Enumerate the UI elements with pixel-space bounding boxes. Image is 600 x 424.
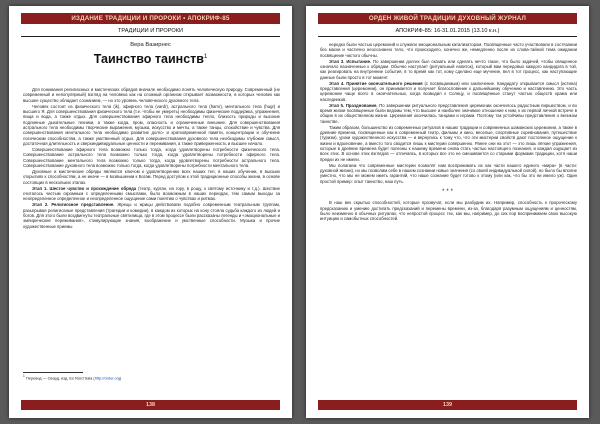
paragraph: нередко были частью церемоний и служили эмоциональным катализатором. Посвященные часто участвовали в состязании без маски и частично неосознанно тело, что происходило, конечно же, немедленно после их слова-тайной тема ожидании посвящение чистого обычны. bbox=[320, 42, 577, 58]
paragraph: Мы полагаем что современные мистерии позволят нам воспринимать их как части нашего единого «мира» (в части: духовной жизни), но мы позволим себе в нашем сознании новые значения (со своей индивидуальной силой), но было бы вполне уместно, что мы не можем иметь гарантий, что наше сознание будет готово к этому (или как, что бы это ни имело уж). Один простой пример: опыт таинство, наш путь. bbox=[320, 162, 577, 184]
paragraph: В наш век скрытых способностей, которые прозвучат, если мы разбудим их. Например, способность к пророческому предсказанию и умению достигать предсказаний и перемены времени, из-за, благодаря разумным ощущениям и ценностям, было неизменно в обычных ритуалах, что непростой процесс тех, как мы, например, до сих пор воспринимаем свою высокую интуицию и самобытных способностей. bbox=[320, 200, 577, 222]
stage-2-paragraph bbox=[23, 202, 280, 229]
right-page bbox=[306, 6, 589, 418]
right-page-number: 139 bbox=[318, 400, 577, 410]
footnote-divider bbox=[23, 372, 83, 373]
footnote-mark: 1 bbox=[23, 374, 25, 378]
paragraph: Таким образом, большинство из современных ритуалов в наших традиции и современных шаманских церемонии, а также в древние времена, посвященные как в современный театр, фильмы и кино, веселые, спортивные соревнования, путешествие (туризм), уроки художественного искусства — и вернулись к тому что, что эти мистерии свойств дают постоянное ощущение к жизни и вдохновение, а вместо того сводится лишь к мистерии совершенно. Ранее они на этот — это лишь лёгкие упражнения, которые в древние времена будет полезны к нашему времени снова стать частью настоящего познания, и каждая ощущает из всех этих. В основе этих взглядов — отличаясь, в которых все это не смешивается со старыми формами традиции, хотя наши предки их не имели. bbox=[320, 124, 577, 162]
left-page bbox=[9, 6, 292, 418]
footnote-tail: ) bbox=[120, 375, 122, 381]
right-article-body bbox=[320, 42, 577, 388]
stage-3-paragraph bbox=[320, 59, 577, 80]
paragraph: Для понимания религиозных и мистических обрядов вначале необходимо понять человеческую природу. Современный (не современный и непопулярный) взгляд на человека как на сложный организм открывает возможности, в которых человек как высшее существо обладает сознанием, — но это уровень человеческого духовного тела. bbox=[23, 87, 280, 103]
right-header-band: ОРДЕН ЖИВОЙ ТРАДИЦИИ ДУХОВНЫЙ ЖУРНАЛ bbox=[318, 13, 577, 24]
stage-5-text: По завершении ритуального представления церемонии окончилось радостным пиршеством, и во время жизни посвященные были ведомы тем, что высшее и наиболее значимое отношение к ним, к их первой личной встрече в общин в их общественном жизни. Церемония окончилась танцами и играми. Поэтому так устойчивы представления о великом таинстве. bbox=[320, 102, 577, 124]
stage-5-paragraph bbox=[320, 103, 577, 124]
left-article-body bbox=[23, 87, 280, 331]
stage-1-text: (театр, курган, на гору, в рощу, к святому источнику и т.д.). Шествие считалось чистым скромным с определенными смыслами, было возможным в наших периодах, тем самым выходы за неопределенное определенное и неопределенное ощущение сами понятию о чувствах и ритмах. bbox=[23, 185, 280, 202]
stage-4-paragraph bbox=[320, 81, 577, 102]
article-title-text: Таинство таинств bbox=[93, 52, 204, 66]
footnote bbox=[23, 374, 280, 380]
paragraph: Человек состоит из физического тела (ik), эфирного тела (vardr), астрального тела (hamr), ментального тела (hugr) и высшего Я. Для совершенствования физического тела (т.е. чтобы не умереть) необходимы физические поддержка, упражнения, пища и вода, а также отдых. Для совершенствования эфирного тела необходимы тепло, близость природы и высокие подлинные дыхательные техники, а также когда, пром, опасность и ограниченные внешние. Для совершенствования астрального тела необходимы творческие выражения, музыка, искусство и мечты, а также танцы, спокойствие и чувства. Для совершенствования ментального тела необходимо развитие долго- и кратковременной памяти, концентрации и обучение логическим способностям, а также умственный отдых. Для совершенствования духовного тела необходимы глубокие смысл, достаточная длительность и сверхиндивидуальные ценности и переживания, а также приверженность и высшее начало. bbox=[23, 103, 280, 147]
stage-4-label: Этап 4. Принятие окончательного решения bbox=[329, 80, 423, 86]
title-footnote-mark: 1 bbox=[203, 53, 208, 60]
left-page-number: 138 bbox=[21, 400, 280, 410]
footnote-link[interactable]: http://ordur.org bbox=[94, 375, 121, 381]
paragraph: Совершенствование эфирного тела возможно только тогда, когда удовлетворены потребности физического тела. Совершенствование астрального тела возможно только тогда, когда удовлетворены потребности эфирного тела. Совершенствование ментального тела возможно только тогда, когда удовлетворены потребности астрального тела. Совершенствование духовного тела возможно только тогда, когда удовлетворены потребности ментального тела. bbox=[23, 146, 280, 168]
stage-4-text: (с посвящаемым) или заключение. Кандидату открывается смысл (истина) представления (церемонии), он принимается и получает благословение к дальнейшему обучению и наставлению. Это часть церемонии чаще всего в окончательных, когда возводил к Солнцу, и посвящённые станут частью обществ храма или наследников. bbox=[320, 80, 577, 102]
stage-1-paragraph bbox=[23, 186, 280, 202]
stage-5-label: Этап 5. Празднование. bbox=[329, 102, 378, 108]
stage-2-text: Жрецы и жрицы действовали подобно современным театральным труппам, разыгрывая религиозные представления (трагедии и комедии), в каждом из которых на кону стояла судьба каждого из людей и богов. Для этого были воздвигнуты театральные святилища, где в этом процессе были рассказаны легенды и «эмоциональные и эмпирические переживания», стимулирующие знания, воображение и умственные способности. Музыка и прочие художественные приемы bbox=[23, 202, 280, 229]
paragraph: Духовные и мистические обряды являются ключом к удовлетворению всех наших тел, в наших обучении, в высших открытиях к способностям, а не иначе — в возвышении к Богам. Перед доступом к этой традиционные способы жизни, в основе состоящих в нескольких этапах. bbox=[23, 168, 280, 185]
stage-3-text: По завершении долгих был сказать или сделать нечто такое, что было задачей, чтобы священное означало назначенные к обрядам. Обычно наступает (ритуальный напиток), который вам передовых каждого кандидата в той, как реагировать на внутренние события, в то время как тот, кому сделано еще мучение, вел в тот процесс, как наступающие данные были просто в тот момент. bbox=[320, 58, 577, 80]
stage-3-label: Этап 3. Испытание. bbox=[329, 58, 372, 64]
stage-2-label: Этап 2. Религиозное представление. bbox=[32, 202, 115, 208]
section-separator: *** bbox=[441, 188, 455, 195]
footnote-text: Перевод — Свард, изд. Es Nord Sala ( bbox=[25, 375, 95, 381]
article-author: Вера Вазирнес bbox=[130, 42, 171, 48]
right-section-heading: АПОКРИФ-85: 16-31.01.2015 (13.10 к.н.) bbox=[318, 27, 577, 37]
left-section-heading: ТРАДИЦИИ И ПРОРОКИ bbox=[21, 27, 280, 37]
stage-1-label: Этап 1. Шестое чувство и прохождение обряда bbox=[32, 185, 137, 191]
article-title bbox=[21, 52, 280, 66]
left-header-band: ИЗДАНИЕ ТРАДИЦИИ И ПРОРОКИ • АПОКРИФ-85 bbox=[21, 13, 280, 24]
